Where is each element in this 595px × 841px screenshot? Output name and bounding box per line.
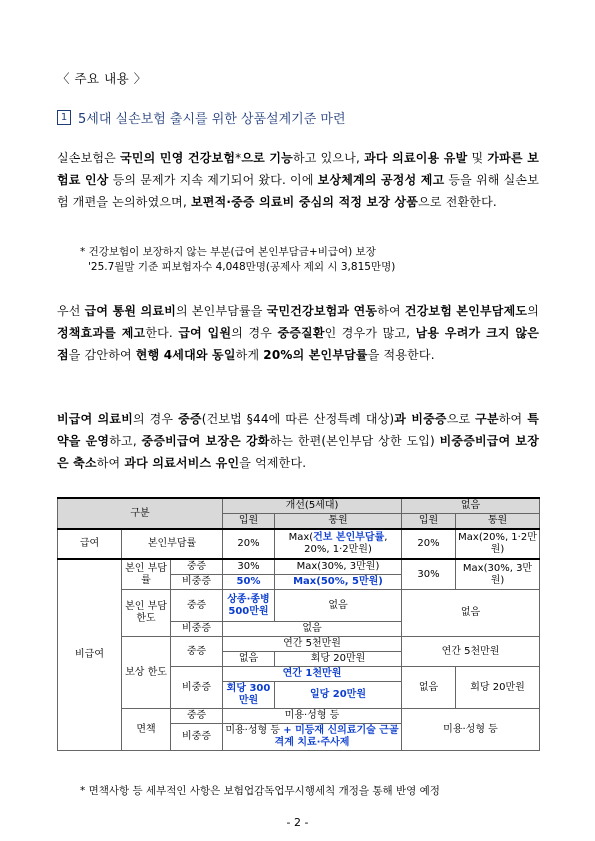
- cell-highlight: 일당 20만원: [275, 682, 402, 709]
- text-run: *: [235, 151, 242, 165]
- header-outpatient: 통원: [456, 514, 540, 530]
- bold-run: 급여 통원 의료비: [84, 304, 177, 318]
- header-new: 개선(5세대): [223, 498, 402, 514]
- header-current: 없음: [402, 498, 540, 514]
- bold-run: 구분: [475, 412, 499, 426]
- text-run: 한다.: [145, 326, 179, 340]
- bold-run: 가파른 보험료 인상: [57, 151, 540, 187]
- bold-run: 보편적·중증 의료비 중심의 적정 보장 상품: [190, 195, 419, 209]
- cell: 30%: [402, 559, 456, 590]
- text-run: (건보법 §44에 따른 산정특례 대상): [201, 412, 395, 426]
- cell: Max(30%, 3만원): [275, 559, 402, 575]
- cell-highlight: 50%: [223, 575, 275, 590]
- cell: 회당 20만원: [275, 652, 402, 667]
- bold-run: 과다 의료서비스 유인: [124, 456, 240, 470]
- bold-run: 비급여 의료비: [57, 412, 133, 426]
- section-header: 〈 주요 내용 〉: [57, 71, 147, 86]
- text-run: 하여: [96, 456, 125, 470]
- bold-run: 중증질환: [277, 326, 325, 340]
- cell-highlight: 회당 300만원: [223, 682, 275, 709]
- header-inpatient: 입원: [402, 514, 456, 530]
- text-run: 등을 위해 실손보험 개편을 논의하였으며,: [57, 173, 539, 209]
- text-run: 하게: [235, 348, 264, 362]
- cell-highlight: + 미등재 신의료기술 근골격계 치료·주사제: [274, 725, 399, 748]
- cell: 없음: [402, 590, 540, 637]
- text-run: 인 경우가 많고,: [324, 326, 416, 340]
- bold-run: 남용 우려가 크지 않은 점: [57, 326, 539, 362]
- bold-run: 국민의 민영 건강보험: [120, 151, 236, 165]
- cell: 없음: [402, 667, 456, 709]
- cell: 연간 5천만원: [223, 637, 402, 652]
- row-nonsevere: 비중증: [171, 575, 223, 590]
- row-gupyeo: 급여: [58, 529, 122, 559]
- text-run: 하고 있으나,: [292, 151, 365, 165]
- cell: 연간 5천만원: [402, 637, 540, 667]
- row-limit: 본인 부담 한도: [122, 590, 171, 637]
- cell: 없음: [223, 622, 402, 637]
- bold-run: 20%의 본인부담률: [263, 348, 368, 362]
- text-run: 및: [467, 151, 488, 165]
- cell: 30%: [223, 559, 275, 575]
- cell: 없음: [223, 652, 275, 667]
- bold-run: 급여 입원: [178, 326, 232, 340]
- cell-highlight: Max(50%, 5만원): [275, 575, 402, 590]
- bold-run: 과 비중증: [394, 412, 447, 426]
- text-run: 실손보험은: [57, 151, 121, 165]
- row-nonsevere: 비중증: [171, 724, 223, 751]
- text-run: 을 적용한다.: [367, 348, 435, 362]
- cell: [275, 529, 402, 559]
- text-run: 으로: [446, 412, 476, 426]
- row-severe: 중증: [171, 590, 223, 622]
- row-severe: 중증: [171, 637, 223, 667]
- text-run: 의 본인부담률을: [176, 304, 267, 318]
- page-number: - 2 -: [286, 816, 309, 829]
- bold-run: 현행 4세대와 동일: [135, 348, 236, 362]
- row-nonsevere: 비중증: [171, 622, 223, 637]
- footnote-1: [80, 245, 395, 275]
- text-run: 을 억제한다.: [239, 456, 307, 470]
- text-run: 하고,: [109, 434, 142, 448]
- header-division: 구분: [58, 498, 223, 529]
- bold-run: 과다 의료이용 유발: [364, 151, 468, 165]
- text-run: 하여: [498, 412, 528, 426]
- cell-text: , 20%, 1·2만원): [304, 532, 388, 555]
- bold-run: 건강보험 본인부담제도: [404, 304, 528, 318]
- footnote-line: * 건강보험이 보장하지 않는 부분(급여 본인부담금+비급여) 보장: [80, 246, 376, 258]
- row-coverage: 보상 한도: [122, 637, 171, 709]
- cell-highlight: 상종·종병 500만원: [223, 590, 275, 622]
- cell: 미용·성형 등: [402, 709, 540, 751]
- cell: Max(30%, 3만원): [456, 559, 540, 590]
- text-run: 등의 문제가 지속 제기되어 왔다. 이에: [108, 173, 318, 187]
- header-outpatient: 통원: [275, 514, 402, 530]
- comparison-table: [57, 497, 540, 751]
- cell-highlight: 연간 1천만원: [223, 667, 402, 682]
- text-run: 하는 한편(본인부담 상한 도입): [269, 434, 440, 448]
- bold-run: 정책효과를 제고: [57, 326, 146, 340]
- footnote-line: '25.7월말 기준 피보험자수 4,048만명(공제사 제외 시 3,815만명): [88, 261, 396, 273]
- paragraph-1: [57, 147, 539, 213]
- header-inpatient: 입원: [223, 514, 275, 530]
- section-heading: [57, 108, 346, 127]
- cell-text: Max(: [288, 532, 314, 543]
- paragraph-2: [57, 300, 539, 366]
- cell: [223, 724, 402, 751]
- row-bigupyeo: 비급여: [58, 559, 122, 751]
- table-footnote: * 면책사항 등 세부적인 사항은 보험업감독업무시행세칙 개정을 통해 반영 예정: [80, 785, 440, 797]
- heading-text: 5세대 실손보험 출시를 위한 상품설계기준 마련: [78, 112, 346, 127]
- bold-run: 으로 기능: [241, 151, 293, 165]
- cell: 회당 20만원: [456, 667, 540, 709]
- row-nonsevere: 비중증: [171, 667, 223, 709]
- cell: 20%: [223, 529, 275, 559]
- text-run: 하여: [377, 304, 405, 318]
- cell-highlight: 건보 본인부담률: [313, 532, 385, 543]
- row-severe: 중증: [171, 709, 223, 724]
- text-run: 으로 전환한다.: [418, 195, 497, 209]
- cell: Max(20%, 1·2만원): [456, 529, 540, 559]
- row-exemption: 면책: [122, 709, 171, 751]
- cell: 미용·성형 등: [223, 709, 402, 724]
- bold-run: 특약을 운영: [57, 412, 539, 448]
- bold-run: 비중증비급여 보장은 축소: [57, 434, 540, 470]
- text-run: 우선: [57, 304, 85, 318]
- cell-text: 미용·성형 등: [225, 725, 281, 736]
- heading-number: 1: [57, 110, 71, 125]
- cell: 20%: [402, 529, 456, 559]
- text-run: 의 경우: [231, 326, 278, 340]
- row-bonin: 본인부담률: [122, 529, 223, 559]
- text-run: 을 감안하여: [68, 348, 136, 362]
- bold-run: 중증비급여 보장은 강화: [141, 434, 270, 448]
- bold-run: 보상체계의 공정성 제고: [317, 173, 445, 187]
- bold-run: 국민건강보험과 연동: [266, 304, 378, 318]
- bold-run: 중증: [178, 412, 202, 426]
- row-severe: 중증: [171, 559, 223, 575]
- cell: 없음: [275, 590, 402, 622]
- text-run: 의 경우: [132, 412, 179, 426]
- paragraph-3: [57, 408, 539, 474]
- row-bonin-rate: 본인 부담률: [122, 559, 171, 590]
- text-run: 의: [527, 304, 539, 318]
